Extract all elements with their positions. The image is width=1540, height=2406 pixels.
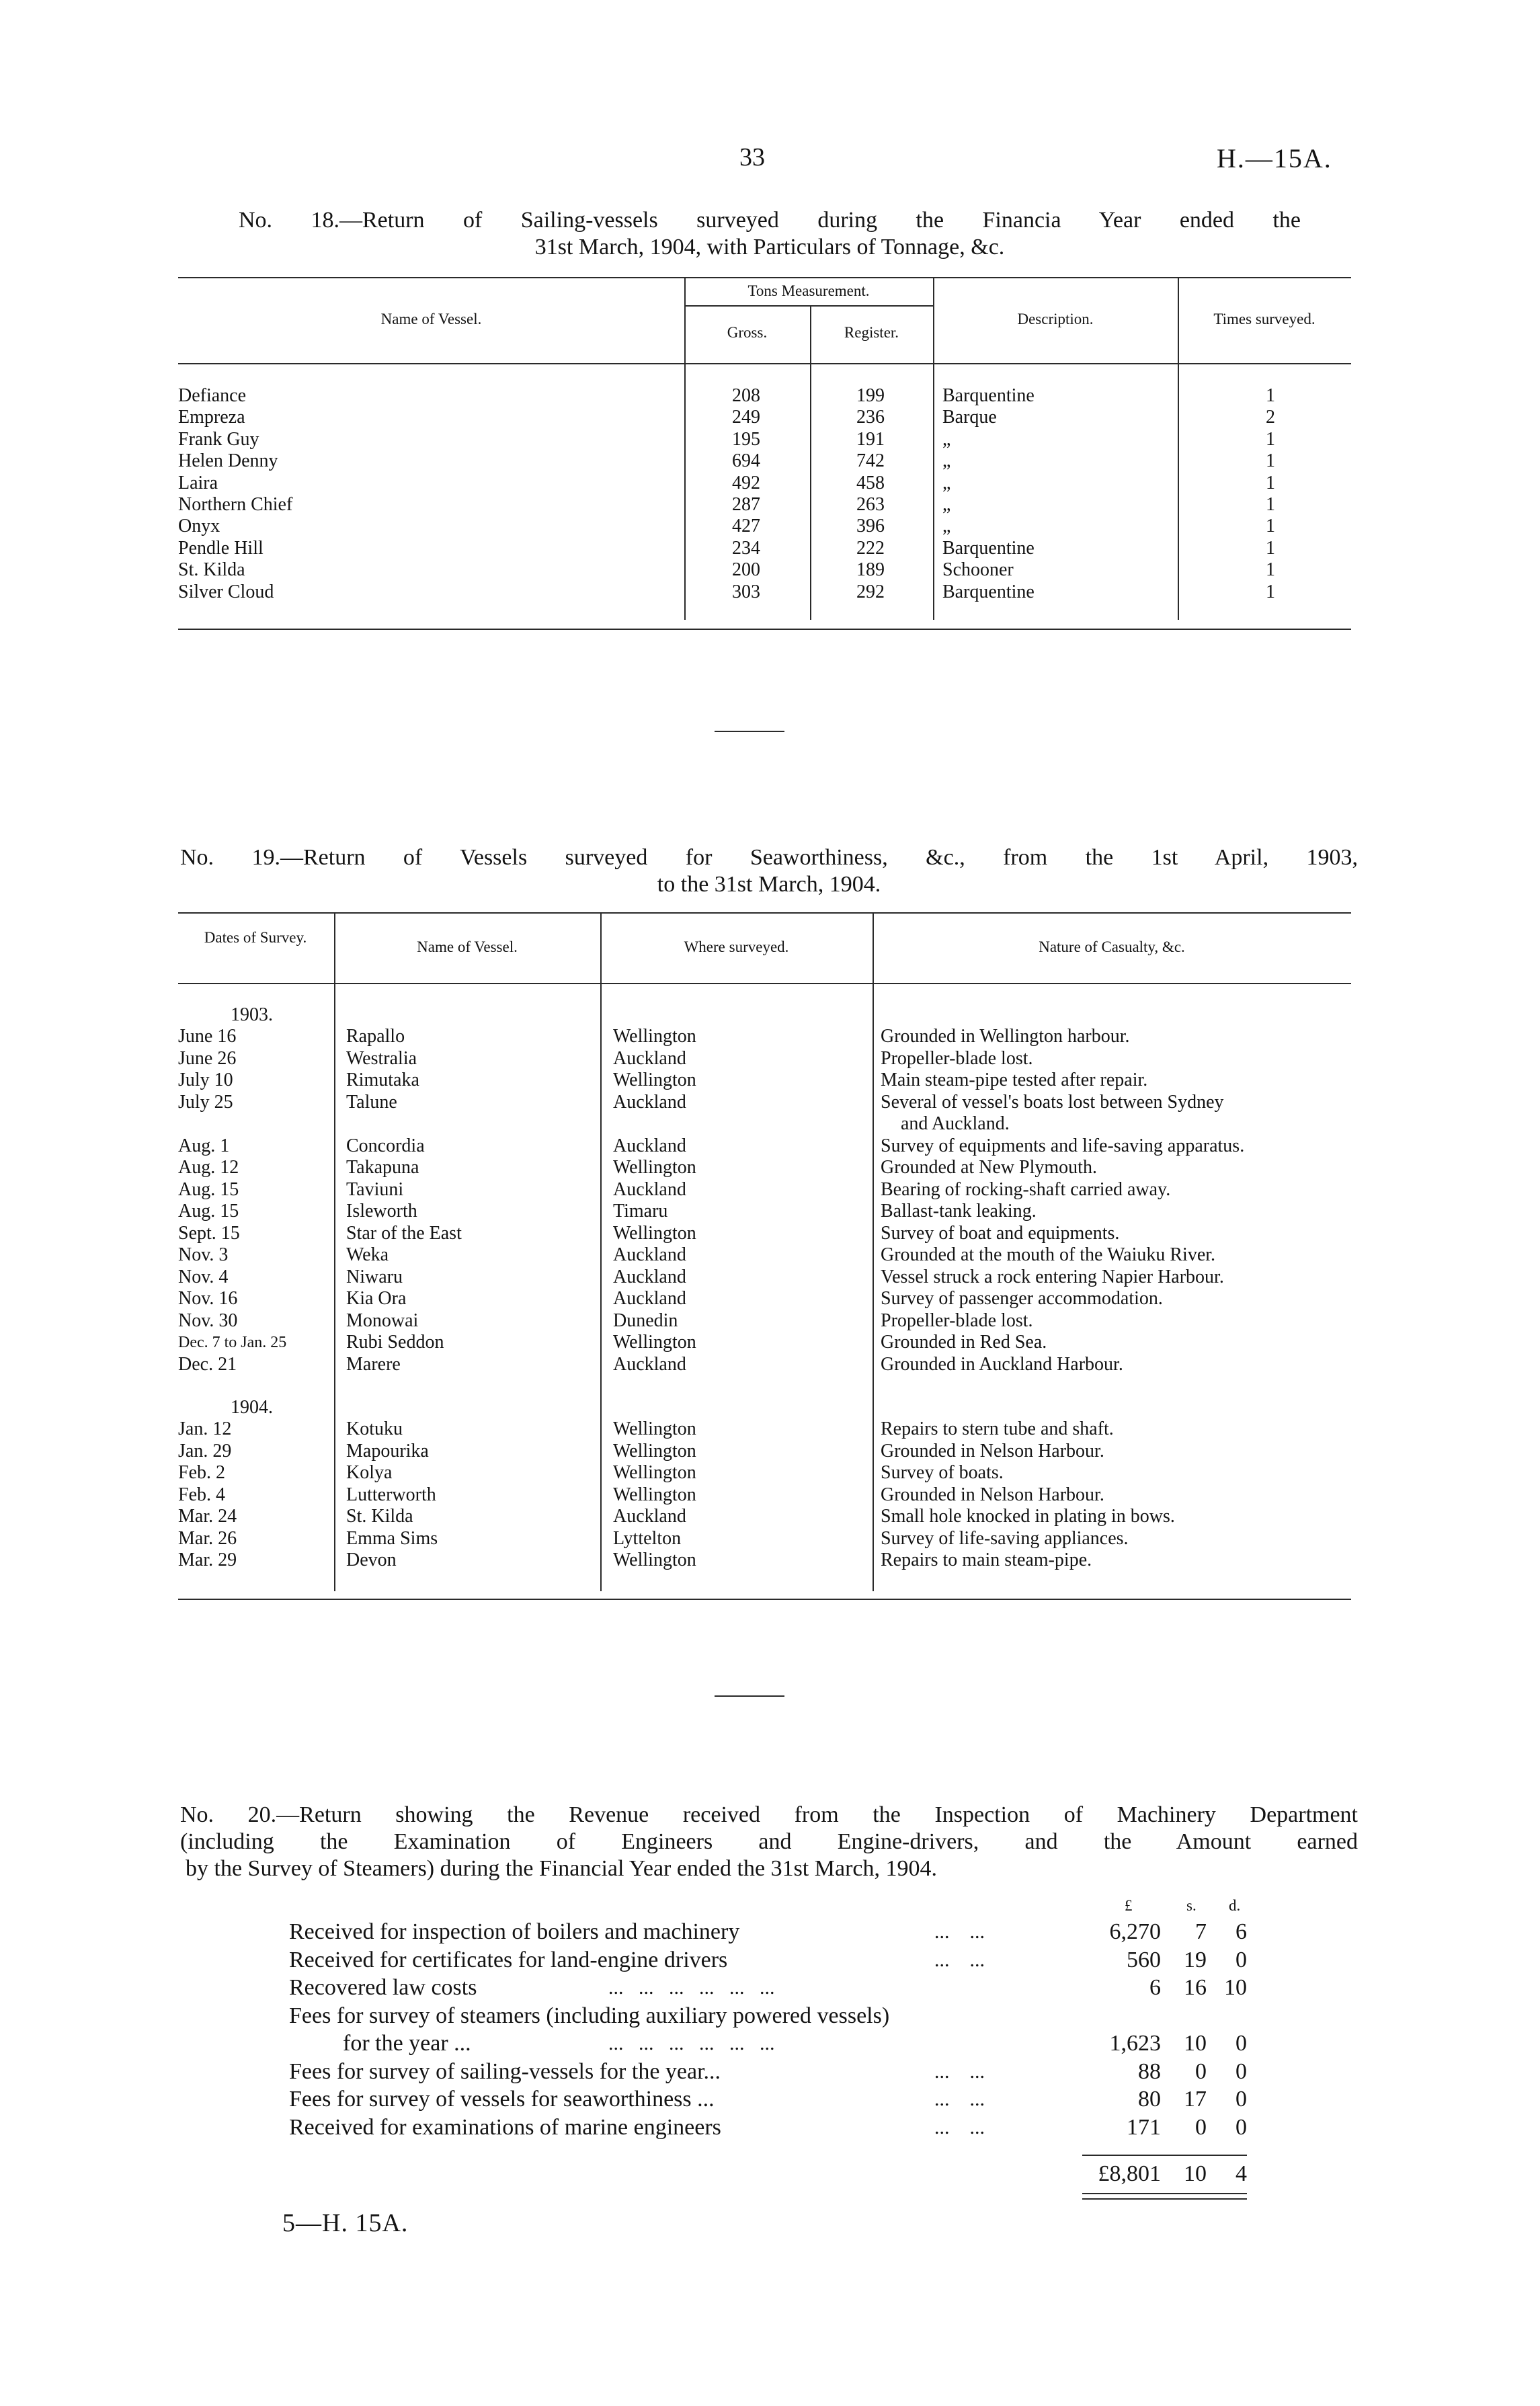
table20-row-pounds: 88 (1138, 2059, 1161, 2084)
table20-row-pence: 0 (1235, 2087, 1247, 2112)
table20-total-pence: 4 (1235, 2161, 1247, 2186)
table18-row-name: Helen Denny (178, 450, 278, 471)
table19-row-vessel: St. Kilda (346, 1506, 413, 1527)
table18-row-name: Empreza (178, 407, 245, 428)
table18-row-register: 191 (856, 429, 885, 450)
table20-title-line3: by the Survey of Steamers) during the Financial Year ended the 31st March, 1904. (186, 1856, 937, 1881)
table20-row-pounds: 171 (1127, 2115, 1161, 2140)
table19-row-where: Auckland (613, 1244, 686, 1265)
table18-row-times: 1 (1266, 385, 1275, 406)
table18-col-sep-4 (1178, 277, 1179, 620)
table18-row-gross: 208 (732, 385, 760, 406)
table19-title (180, 844, 1358, 898)
table19-row-nature: Small hole knocked in plating in bows. (881, 1506, 1175, 1527)
table20-row-pence: 0 (1235, 1948, 1247, 1972)
table19-row-date: Nov. 4 (178, 1267, 229, 1287)
table20-row-pounds: 560 (1127, 1948, 1161, 1972)
table19-row-nature: Repairs to main steam-pipe. (881, 1550, 1092, 1570)
table19-row-vessel: Taviuni (346, 1179, 404, 1200)
table20-row-leader: ... ... (934, 2116, 985, 2138)
table19-row-nature: Grounded in Auckland Harbour. (881, 1354, 1123, 1375)
table18-row-times: 1 (1266, 494, 1275, 515)
footer-signature: 5—H. 15A. (282, 2209, 409, 2237)
table19-row-date: Nov. 3 (178, 1244, 229, 1265)
table18-row-times: 1 (1266, 559, 1275, 580)
table18-row-gross: 234 (732, 538, 760, 559)
table20-row-shillings: 19 (1184, 1948, 1207, 1972)
table18-header-tons: Tons Measurement. (747, 282, 870, 299)
table18-header-name: Name of Vessel. (380, 311, 482, 327)
table20-row-pence: 6 (1235, 1919, 1247, 1944)
table18-row-times: 1 (1266, 516, 1275, 536)
table19-row-nature: Grounded at the mouth of the Waiuku River. (881, 1244, 1216, 1265)
table18-row-description: „ (942, 429, 951, 450)
table19-row-date: Feb. 4 (178, 1484, 225, 1505)
table19-col-sep-3 (873, 912, 874, 1591)
table18-row-gross: 249 (732, 407, 760, 428)
table19-row-nature: Survey of life-saving appliances. (881, 1528, 1129, 1549)
table18-row-register: 189 (856, 559, 885, 580)
table19-row-vessel: Niwaru (346, 1267, 403, 1287)
table20-row-pounds: 1,623 (1109, 2031, 1161, 2056)
table19-header-nature: Nature of Casualty, &c. (1039, 938, 1185, 955)
table18-row-register: 236 (856, 407, 885, 428)
table19-row-date: Jan. 12 (178, 1418, 232, 1439)
table19-row-where: Wellington (613, 1026, 696, 1047)
table19-row-vessel: Weka (346, 1244, 389, 1265)
table19-row-nature: Propeller-blade lost. (881, 1048, 1033, 1069)
table18-row-register: 263 (856, 494, 885, 515)
table18-row-register: 199 (856, 385, 885, 406)
table20-row-shillings: 10 (1184, 2031, 1207, 2056)
table18-top-rule (178, 277, 1351, 278)
table18-row-name: Onyx (178, 516, 220, 536)
table19-row-nature: Survey of equipments and life-saving apparatus. (881, 1135, 1245, 1156)
table18-row-register: 458 (856, 473, 885, 493)
table20-total-shillings: 10 (1184, 2161, 1207, 2186)
table18-row-description: Schooner (942, 559, 1014, 580)
table20-row-leader: ... ... ... ... ... ... (608, 2032, 775, 2054)
table18-row-gross: 200 (732, 559, 760, 580)
table18-row-gross: 427 (732, 516, 760, 536)
table19-row-vessel: Devon (346, 1550, 397, 1570)
table19-row-where: Wellington (613, 1332, 696, 1353)
table19-row-where: Wellington (613, 1223, 696, 1244)
table18-row-description: Barquentine (942, 385, 1035, 406)
table18-row-times: 1 (1266, 473, 1275, 493)
table19-row-where: Auckland (613, 1354, 686, 1375)
table19-row-where: Wellington (613, 1462, 696, 1483)
table18-row-register: 742 (856, 450, 885, 471)
table18-header-register: Register. (844, 324, 899, 341)
table19-row-nature: Repairs to stern tube and shaft. (881, 1418, 1114, 1439)
table18-row-name: Laira (178, 473, 218, 493)
table19-row-nature: Survey of passenger accommodation. (881, 1288, 1163, 1309)
table18-title-line1: No. 18.—Return of Sailing-vessels surveyed during the Financia Year ended the (239, 208, 1301, 233)
table20-title-line1: No. 20.—Return showing the Revenue received from the Inspection of Machinery Department (180, 1802, 1358, 1827)
table19-row-nature: Grounded in Nelson Harbour. (881, 1484, 1104, 1505)
table18-title-line2: 31st March, 1904, with Particulars of Tonnage, &c. (534, 235, 1005, 259)
table19-row-vessel: Rimutaka (346, 1070, 419, 1090)
table18-row-gross: 303 (732, 582, 760, 602)
table19-row-nature: Grounded in Red Sea. (881, 1332, 1047, 1353)
table20-row-pounds: 80 (1138, 2087, 1161, 2112)
table19-row-date: Feb. 2 (178, 1462, 225, 1483)
table19-row-vessel: Talune (346, 1092, 397, 1113)
table19-row-where: Wellington (613, 1418, 696, 1439)
table18-row-times: 1 (1266, 582, 1275, 602)
table20-row-leader: ... ... ... ... ... ... (608, 1976, 775, 1999)
table18-row-register: 222 (856, 538, 885, 559)
table18-row-gross: 287 (732, 494, 760, 515)
table18-row-name: Defiance (178, 385, 247, 406)
table18-header-description: Description. (1017, 311, 1094, 327)
table19-row-date: Dec. 7 to Jan. 25 (178, 1334, 287, 1351)
table18-col-sep-3 (933, 277, 934, 620)
table19-header-where: Where surveyed. (684, 938, 789, 955)
table18-row-name: Northern Chief (178, 494, 293, 515)
table18-row-description: „ (942, 516, 951, 536)
section-divider-1 (715, 731, 784, 732)
table19-row-where: Wellington (613, 1441, 696, 1461)
table19-row-nature: Several of vessel's boats lost between Sydney (881, 1092, 1224, 1113)
table19-row-date: Aug. 12 (178, 1157, 239, 1178)
table19-head-rule (178, 983, 1351, 984)
table19-year-1904: 1904. (231, 1397, 273, 1418)
table18-bottom-rule (178, 629, 1351, 630)
table19-row-date: Aug. 15 (178, 1201, 239, 1221)
table19-row-date: Aug. 15 (178, 1179, 239, 1200)
table18-head-rule (178, 363, 1351, 364)
table19-row-where: Auckland (613, 1135, 686, 1156)
table19-row-date: Jan. 29 (178, 1441, 232, 1461)
table20-title-line2: (including the Examination of Engineers and Engine-drivers, and the Amount earned (180, 1829, 1358, 1854)
table18-title (239, 207, 1301, 261)
table19-row-date: Nov. 16 (178, 1288, 238, 1309)
table20-row-pounds: 6,270 (1109, 1919, 1161, 1944)
table18-row-description: Barquentine (942, 538, 1035, 559)
table19-row-vessel: Kolya (346, 1462, 393, 1483)
table18-row-times: 2 (1266, 407, 1275, 428)
table20-row-shillings: 0 (1195, 2059, 1207, 2084)
table20-header-pounds: £ (1125, 1897, 1133, 1914)
table19-row-vessel: Kotuku (346, 1418, 403, 1439)
table19-row-nature: Main steam-pipe tested after repair. (881, 1070, 1148, 1090)
table19-title-line2: to the 31st March, 1904. (657, 872, 881, 897)
table19-row-nature: Bearing of rocking-shaft carried away. (881, 1179, 1171, 1200)
table20-row-shillings: 17 (1184, 2087, 1207, 2112)
table20-row-shillings: 0 (1195, 2115, 1207, 2140)
table20-header-pence: d. (1229, 1897, 1241, 1914)
table19-row-where: Dunedin (613, 1310, 678, 1331)
table19-row-date: June 16 (178, 1026, 237, 1047)
table18-row-times: 1 (1266, 450, 1275, 471)
table20-row-leader: ... ... (934, 2060, 985, 2083)
table19-row-vessel: Westralia (346, 1048, 417, 1069)
table19-row-date: Mar. 24 (178, 1506, 237, 1527)
table18-tons-rule (684, 305, 933, 307)
document-reference: H.—15A. (1217, 143, 1332, 173)
table20-row-label: Fees for survey of steamers (including auxiliary powered vessels) (289, 2003, 890, 2028)
table19-row-vessel: Isleworth (346, 1201, 417, 1221)
table20-row-label: Fees for survey of sailing-vessels for the year... (289, 2059, 721, 2084)
table19-row-where: Wellington (613, 1157, 696, 1178)
table19-year-1903: 1903. (231, 1004, 273, 1025)
table19-row-nature: Ballast-tank leaking. (881, 1201, 1037, 1221)
table20-row-label: Received for certificates for land-engine drivers (289, 1948, 728, 1972)
table19-row-vessel: Mapourika (346, 1441, 429, 1461)
table19-header-dates: Dates of Survey. (204, 929, 307, 946)
table18-col-sep-2 (810, 305, 811, 620)
table20-total-double-rule-1 (1082, 2193, 1247, 2194)
table20-row-pence: 10 (1224, 1975, 1247, 2000)
table20-row-shillings: 7 (1195, 1919, 1207, 1944)
table19-row-vessel: Marere (346, 1354, 401, 1375)
table18-row-name: St. Kilda (178, 559, 245, 580)
table19-row-nature: Survey of boats. (881, 1462, 1004, 1483)
table19-row-where: Auckland (613, 1506, 686, 1527)
table19-title-line1: No. 19.—Return of Vessels surveyed for Seaworthiness, &c., from the 1st April, 1903, (180, 845, 1358, 870)
table18-row-description: Barque (942, 407, 997, 428)
table19-row-where: Wellington (613, 1070, 696, 1090)
table19-row-date: July 10 (178, 1070, 233, 1090)
table19-row-nature: Grounded at New Plymouth. (881, 1157, 1097, 1178)
table20-row-leader: ... ... (934, 2088, 985, 2110)
table19-header-name: Name of Vessel. (417, 938, 518, 955)
table19-row-vessel: Rubi Seddon (346, 1332, 444, 1353)
table18-row-times: 1 (1266, 429, 1275, 450)
table19-row-date: Aug. 1 (178, 1135, 230, 1156)
table18-header-gross: Gross. (727, 324, 768, 341)
table19-row-date: Dec. 21 (178, 1354, 237, 1375)
table19-row-vessel: Lutterworth (346, 1484, 436, 1505)
table19-row-vessel: Emma Sims (346, 1528, 438, 1549)
table18-row-register: 292 (856, 582, 885, 602)
table20-row-pounds: 6 (1149, 1975, 1161, 2000)
table19-row-nature: Grounded in Nelson Harbour. (881, 1441, 1104, 1461)
table19-row-nature: Propeller-blade lost. (881, 1310, 1033, 1331)
table18-row-register: 396 (856, 516, 885, 536)
table19-row-where: Auckland (613, 1048, 686, 1069)
table18-row-name: Pendle Hill (178, 538, 264, 559)
table18-row-times: 1 (1266, 538, 1275, 559)
table19-row-nature: Survey of boat and equipments. (881, 1223, 1120, 1244)
table19-row-date: Mar. 29 (178, 1550, 237, 1570)
table20-row-pence: 0 (1235, 2031, 1247, 2056)
table20-sum-rule (1082, 2155, 1247, 2156)
table19-row-date: Sept. 15 (178, 1223, 240, 1244)
table20-total-double-rule-2 (1082, 2198, 1247, 2200)
table19-row-vessel: Monowai (346, 1310, 419, 1331)
table20-row-label: Recovered law costs (289, 1975, 477, 2000)
table20-header-shillings: s. (1186, 1897, 1197, 1914)
table18-row-name: Frank Guy (178, 429, 259, 450)
table19-row-where: Auckland (613, 1179, 686, 1200)
table19-row-vessel: Takapuna (346, 1157, 419, 1178)
section-divider-2 (715, 1695, 784, 1697)
table19-row-vessel: Concordia (346, 1135, 425, 1156)
table19-row-nature: Grounded in Wellington harbour. (881, 1026, 1130, 1047)
table20-title (180, 1802, 1358, 1882)
table19-row-date: Nov. 30 (178, 1310, 238, 1331)
table20-row-shillings: 16 (1184, 1975, 1207, 2000)
table19-row-date: July 25 (178, 1092, 233, 1113)
table19-row-where: Wellington (613, 1550, 696, 1570)
table18-row-description: „ (942, 450, 951, 471)
table20-row-pence: 0 (1235, 2115, 1247, 2140)
table20-row-label: for the year ... (343, 2031, 471, 2056)
page-number: 33 (739, 143, 765, 171)
table20-row-label: Fees for survey of vessels for seaworthiness ... (289, 2087, 715, 2112)
table20-row-label: Received for inspection of boilers and machinery (289, 1919, 740, 1944)
table19-row-vessel: Star of the East (346, 1223, 462, 1244)
table20-row-leader: ... ... (934, 1921, 985, 1943)
table20-total-pounds: £8,801 (1098, 2161, 1161, 2186)
table19-bottom-rule (178, 1599, 1351, 1600)
table18-row-name: Silver Cloud (178, 582, 274, 602)
table18-row-description: Barquentine (942, 582, 1035, 602)
table19-row-where: Timaru (613, 1201, 668, 1221)
table18-row-gross: 492 (732, 473, 760, 493)
table19-row-vessel: Rapallo (346, 1026, 405, 1047)
table19-row-nature-continued: and Auckland. (901, 1113, 1010, 1134)
table18-row-description: „ (942, 473, 951, 493)
table19-row-where: Auckland (613, 1288, 686, 1309)
table20-row-pence: 0 (1235, 2059, 1247, 2084)
table19-row-nature: Vessel struck a rock entering Napier Harbour. (881, 1267, 1224, 1287)
table20-row-label: Received for examinations of marine engineers (289, 2115, 721, 2140)
table19-row-where: Auckland (613, 1092, 686, 1113)
table19-row-where: Wellington (613, 1484, 696, 1505)
table19-row-date: Mar. 26 (178, 1528, 237, 1549)
table19-top-rule (178, 912, 1351, 914)
table19-col-sep-2 (600, 912, 602, 1591)
table18-row-description: „ (942, 494, 951, 515)
table19-row-where: Lyttelton (613, 1528, 682, 1549)
table18-row-gross: 694 (732, 450, 760, 471)
table19-col-sep-1 (334, 912, 335, 1591)
table18-row-gross: 195 (732, 429, 760, 450)
table19-row-where: Auckland (613, 1267, 686, 1287)
table20-row-leader: ... ... (934, 1949, 985, 1971)
table19-row-vessel: Kia Ora (346, 1288, 407, 1309)
table19-row-date: June 26 (178, 1048, 237, 1069)
table18-header-times: Times surveyed. (1213, 311, 1315, 327)
